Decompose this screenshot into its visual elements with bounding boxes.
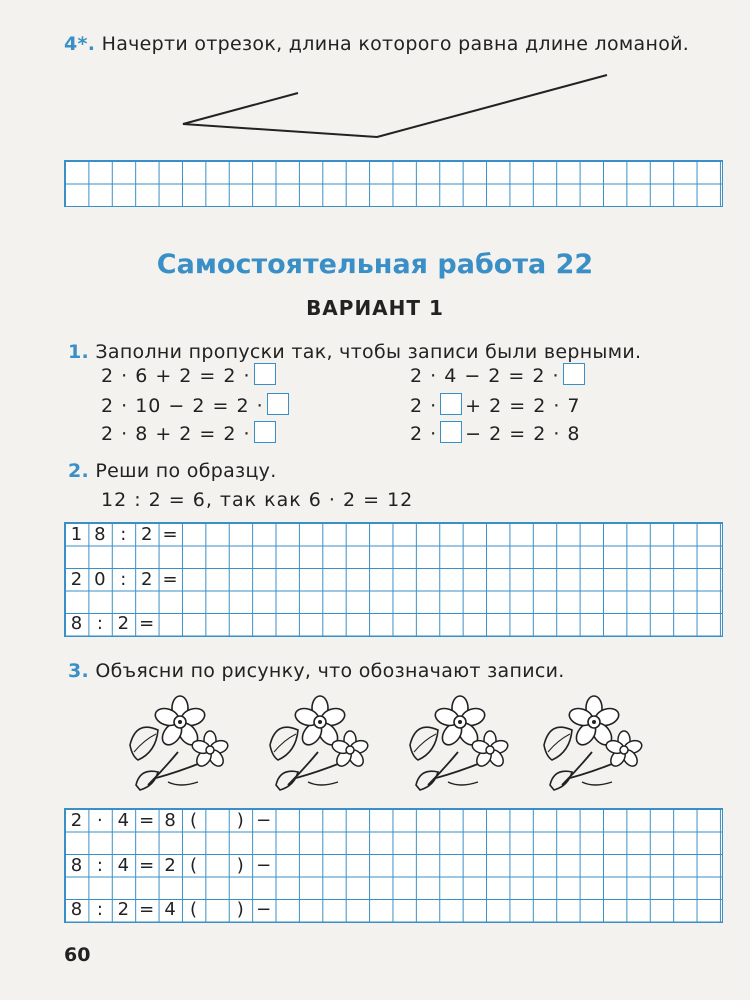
- broken-line: [183, 75, 607, 137]
- answer-box[interactable]: [267, 393, 289, 415]
- grid-cell: :: [120, 524, 127, 545]
- page-title: Самостоятельная работа 22: [156, 249, 594, 280]
- flower-bouquet-4: [544, 696, 643, 790]
- task1-left-expr-2: [101, 393, 292, 417]
- expr-text: + 2 = 2 · 7: [465, 395, 581, 417]
- task2-text: Реши по образцу.: [95, 460, 277, 482]
- task4-number: 4*.: [64, 33, 96, 55]
- grid-cell: 8: [70, 613, 83, 634]
- task2-answer-grid[interactable]: [64, 522, 723, 637]
- grid-cell: =: [139, 613, 155, 634]
- task3-answer-grid[interactable]: [64, 808, 723, 923]
- grid-cell: =: [139, 899, 155, 920]
- grid-cell: (: [189, 899, 198, 920]
- expr-text: − 2 = 2 · 8: [465, 423, 581, 445]
- task3-text: Объясни по рисунку, что обозначают записи.: [95, 660, 565, 682]
- answer-box[interactable]: [254, 363, 276, 385]
- grid-cell: 0: [94, 569, 106, 590]
- grid-cell: =: [139, 810, 155, 831]
- task3-line: [68, 660, 565, 682]
- expr-text: 2 · 10 − 2 = 2 ·: [101, 395, 264, 417]
- grid-cell: 8: [164, 810, 176, 831]
- grid-cell: 2: [117, 613, 130, 634]
- task4-answer-grid[interactable]: [64, 160, 723, 207]
- task1-number: 1.: [68, 341, 90, 363]
- grid-cell: 2: [140, 524, 153, 545]
- grid-cell: 8: [70, 899, 83, 920]
- grid-cell: :: [96, 613, 103, 634]
- grid-cell: ): [236, 855, 244, 876]
- grid-cell: (: [189, 855, 198, 876]
- task3-number: 3.: [68, 660, 90, 682]
- grid-cell: ·: [97, 810, 103, 831]
- grid-cell: (: [189, 810, 198, 831]
- task1-right-expr-1: [410, 363, 588, 387]
- grid-cell: ): [236, 899, 244, 920]
- grid-cell: :: [96, 855, 103, 876]
- task1-left-expr-3: [101, 421, 279, 445]
- grid-cell: 2: [164, 855, 176, 876]
- expr-text: 2 · 4 − 2 = 2 ·: [410, 365, 560, 387]
- grid-cell: =: [162, 524, 178, 545]
- grid-cell: ): [236, 810, 244, 831]
- variant-heading: ВАРИАНТ 1: [306, 296, 444, 320]
- task2-line: [68, 460, 277, 482]
- answer-box[interactable]: [563, 363, 585, 385]
- flower-bouquet-2: [270, 696, 369, 790]
- grid-cell: :: [120, 569, 127, 590]
- grid-cell: =: [139, 855, 155, 876]
- task2-number: 2.: [68, 460, 90, 482]
- answer-box[interactable]: [440, 393, 462, 415]
- broken-line-figure: [0, 0, 750, 160]
- grid-cell: −: [256, 855, 272, 876]
- flower-bouquet-1: [130, 696, 229, 790]
- page-number: 60: [64, 944, 91, 966]
- flowers-illustration: [0, 690, 750, 800]
- grid-cell: :: [96, 899, 103, 920]
- grid-cell: 4: [117, 810, 130, 831]
- grid-cell: −: [256, 899, 272, 920]
- grid-cell: 2: [140, 569, 153, 590]
- grid-cell: 2: [70, 810, 83, 831]
- expr-text: 2 · 8 + 2 = 2 ·: [101, 423, 251, 445]
- flower-bouquet-3: [410, 696, 509, 790]
- answer-box[interactable]: [254, 421, 276, 443]
- task1-text: Заполни пропуски так, чтобы записи были верными.: [95, 341, 642, 363]
- task1-right-expr-2: [410, 393, 581, 417]
- grid-cell: 4: [164, 899, 176, 920]
- grid-cell: 8: [94, 524, 106, 545]
- expr-text: 2 ·: [410, 395, 438, 417]
- grid-cell: 2: [117, 899, 130, 920]
- grid-cell: 1: [70, 524, 83, 545]
- task1-right-expr-3: [410, 421, 581, 445]
- task2-example: 12 : 2 = 6, так как 6 · 2 = 12: [101, 489, 414, 511]
- grid-cell: 8: [70, 855, 83, 876]
- grid-cell: 2: [70, 569, 83, 590]
- task4-text: Начерти отрезок, длина которого равна длине ломаной.: [101, 33, 690, 55]
- expr-text: 2 ·: [410, 423, 438, 445]
- answer-box[interactable]: [440, 421, 462, 443]
- grid-cell: 4: [117, 855, 130, 876]
- grid-cell: −: [256, 810, 272, 831]
- task1-left-expr-1: [101, 363, 279, 387]
- grid-cell: =: [162, 569, 178, 590]
- task1-line: [68, 341, 641, 363]
- expr-text: 2 · 6 + 2 = 2 ·: [101, 365, 251, 387]
